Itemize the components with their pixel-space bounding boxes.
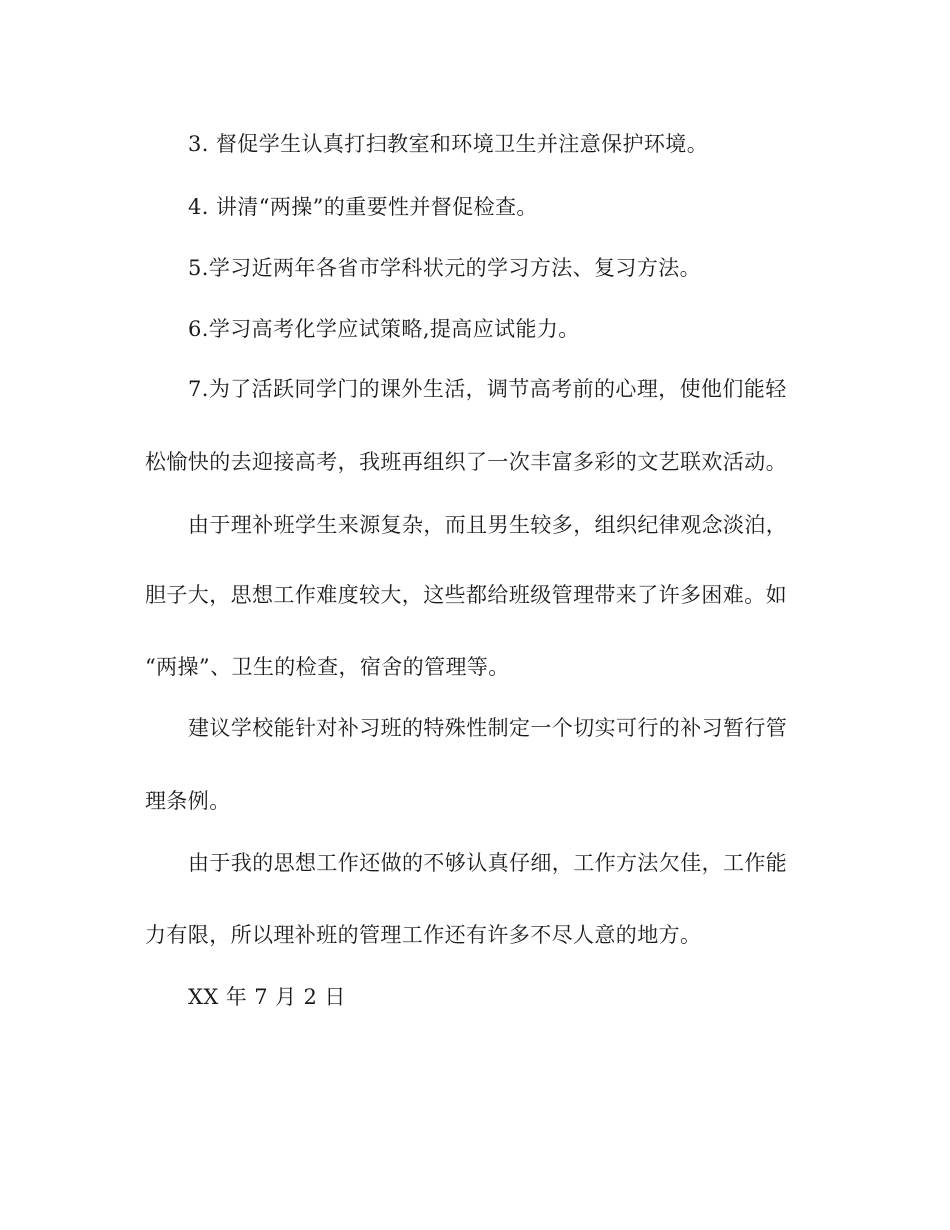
paragraph-1-line-3: “两操”、卫生的检查，宿舍的管理等。 (145, 655, 510, 679)
list-item-7-line-2: 松愉快的去迎接高考，我班再组织了一次丰富多彩的文艺联欢活动。 (145, 450, 787, 474)
paragraph-3-line-2: 力有限，所以理补班的管理工作还有许多不尽人意的地方。 (145, 923, 702, 947)
paragraph-1-line-2: 胆子大，思想工作难度较大，这些都给班级管理带来了许多困难。如 (145, 583, 787, 607)
paragraph-2-line-2: 理条例。 (145, 789, 231, 813)
list-item-4: 4. 讲清“两操”的重要性并督促检查。 (188, 195, 538, 219)
paragraph-3-line-1: 由于我的思想工作还做的不够认真仔细，工作方法欠佳，工作能 (188, 851, 788, 875)
list-item-5: 5.学习近两年各省市学科状元的学习方法、复习方法。 (188, 256, 702, 280)
list-item-6: 6.学习高考化学应试策略,提高应试能力。 (188, 317, 580, 341)
paragraph-1-line-1: 由于理补班学生来源复杂，而且男生较多，组织纪律观念淡泊， (188, 513, 788, 537)
paragraph-2-line-1: 建议学校能针对补习班的特殊性制定一个切实可行的补习暂行管 (188, 716, 788, 740)
list-item-3: 3. 督促学生认真打扫教室和环境卫生并注意保护环境。 (188, 132, 709, 156)
list-item-7-line-1: 7.为了活跃同学门的课外生活，调节高考前的心理，使他们能轻 (188, 377, 787, 401)
document-date: XX 年 7 月 2 日 (188, 985, 346, 1009)
